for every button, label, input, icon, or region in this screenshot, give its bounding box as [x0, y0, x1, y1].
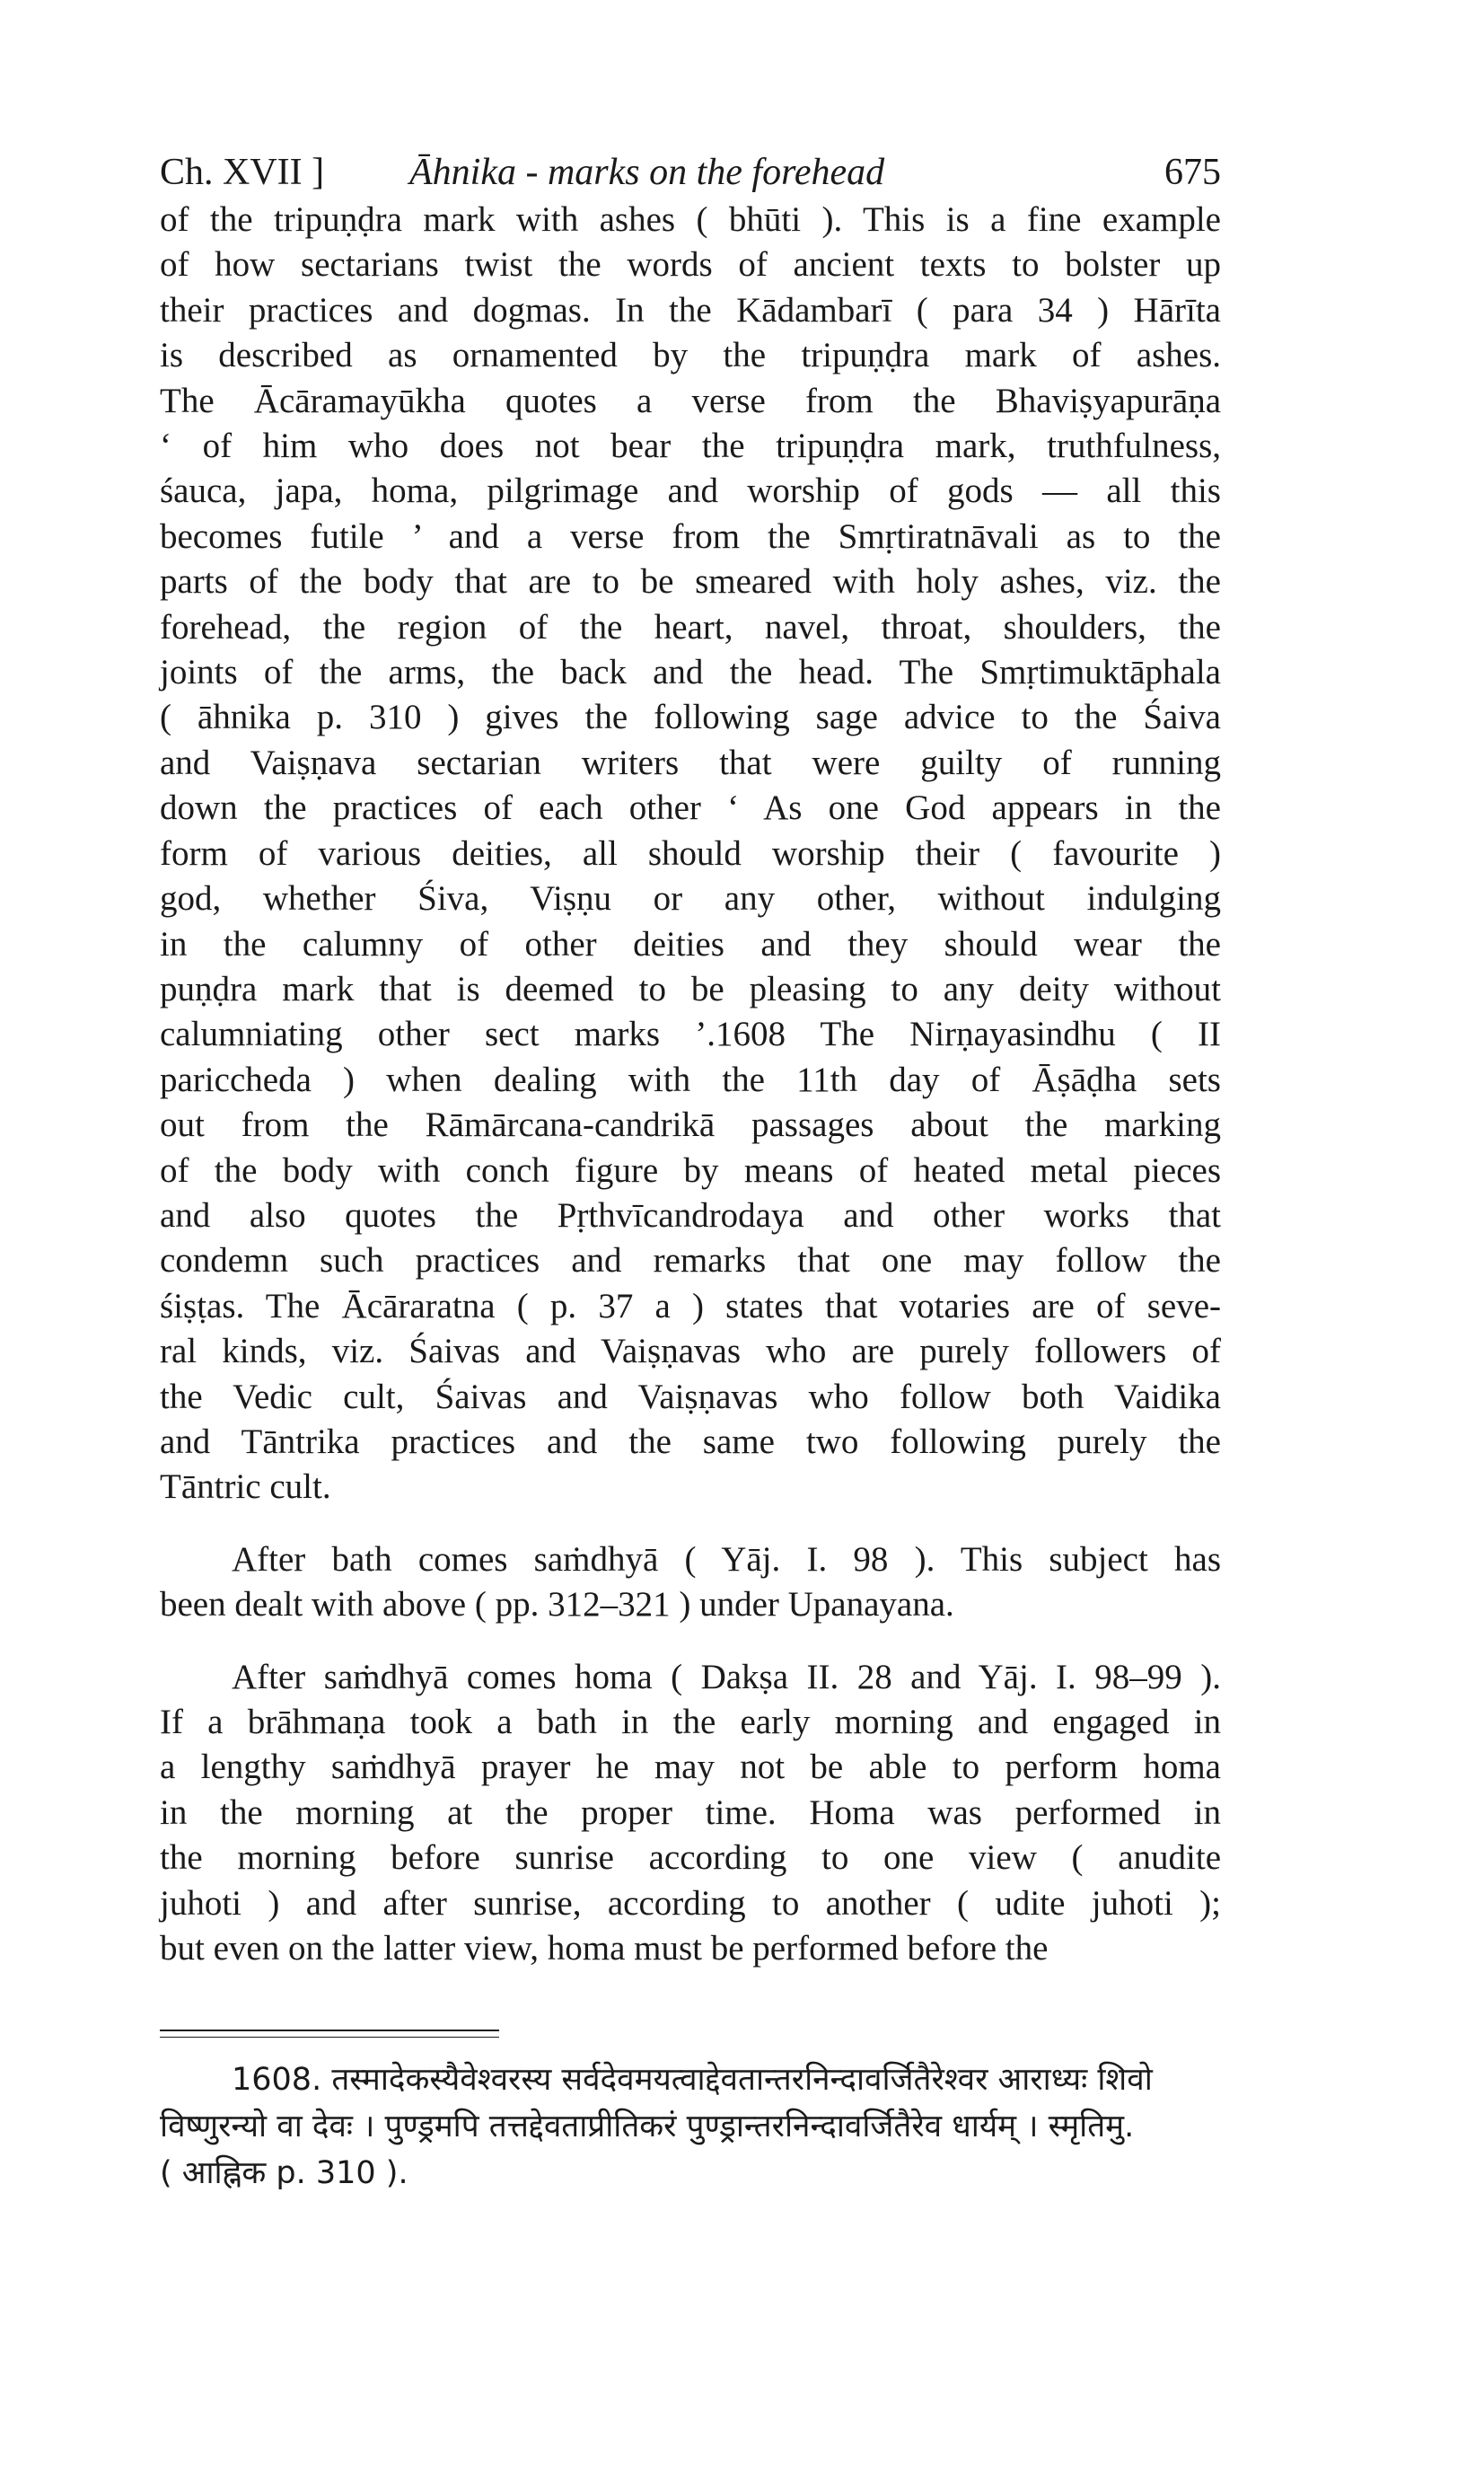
- text-line: becomes futile ’ and a verse from the Smṛtiratnāvali as to the: [160, 516, 1221, 556]
- text-line: form of various deities, all should worship their ( favourite ): [160, 833, 1221, 873]
- text-line: joints of the arms, the back and the head. The Smṛtimuktāphala: [160, 653, 1221, 692]
- text-line: pariccheda ) when dealing with the 11th day of Āṣāḍha sets: [160, 1060, 1221, 1099]
- text-line: The Ācāramayūkha quotes a verse from the Bhaviṣyapurāṇa: [160, 381, 1221, 420]
- text-line: is described as ornamented by the tripuṇḍra mark of ashes.: [160, 336, 1221, 375]
- text-line: śauca, japa, homa, pilgrimage and worship of gods — all this: [160, 471, 1221, 511]
- footnote-line: ( आह्निक p. 310 ).: [160, 2155, 408, 2191]
- text-line: parts of the body that are to be smeared with holy ashes, viz. the: [160, 562, 1221, 602]
- text-line: ‘ of him who does not bear the tripuṇḍra mark, truthfulness,: [160, 427, 1221, 466]
- running-title: Āhnika - marks on the forehead: [409, 152, 885, 193]
- paragraph-3: [160, 1655, 1221, 1972]
- text-line: puṇḍra mark that is deemed to be pleasing to any deity without: [160, 969, 1221, 1008]
- running-header: [160, 144, 1221, 198]
- text-line: and also quotes the Pṛthvīcandrodaya and other works that: [160, 1195, 1221, 1235]
- text-line: and Vaiṣṇava sectarian writers that were guilty of running: [160, 743, 1221, 782]
- text-line: of the body with conch figure by means of heated metal pieces: [160, 1150, 1221, 1190]
- text-line: ral kinds, viz. Śaivas and Vaiṣṇavas who are purely followers of: [160, 1332, 1221, 1371]
- text-line: ( āhnika p. 310 ) gives the following sage advice to the Śaiva: [160, 698, 1221, 737]
- text-line: If a brāhmaṇa took a bath in the early morning and engaged in: [160, 1703, 1221, 1741]
- text-line: After bath comes saṁdhyā ( Yāj. I. 98 ). This subject has: [232, 1539, 1221, 1579]
- chapter-label: Ch. XVII ]: [160, 152, 325, 193]
- text-line: the Vedic cult, Śaivas and Vaiṣṇavas who follow both Vaidika: [160, 1377, 1221, 1416]
- text-line: forehead, the region of the heart, navel, throat, shoulders, the: [160, 607, 1221, 647]
- footnote-rule: [160, 2030, 499, 2031]
- footnote-line: विष्णुरन्यो वा देवः । पुण्ड्रमपि तत्तद्देवताप्रीतिकरं पुण्ड्रान्तरनिन्दावर्जितैरेव धार्यम् । स्मृतिमु.: [160, 2109, 1135, 2144]
- page-number: 675: [1164, 152, 1221, 193]
- text-line: the morning before sunrise according to one view ( anudite: [160, 1838, 1221, 1878]
- footnote-rule-secondary: [160, 2037, 499, 2038]
- text-line: condemn such practices and remarks that one may follow the: [160, 1241, 1221, 1281]
- text-line: After saṁdhyā comes homa ( Dakṣa II. 28 and Yāj. I. 98–99 ).: [232, 1657, 1221, 1696]
- text-line: śiṣṭas. The Ācāraratna ( p. 37 a ) states that votaries are of seve-: [160, 1286, 1221, 1325]
- text-line: of how sectarians twist the words of ancient texts to bolster up: [160, 245, 1221, 285]
- text-line: Tāntric cult.: [160, 1467, 331, 1507]
- text-line: of the tripuṇḍra mark with ashes ( bhūti ). This is a fine example: [160, 200, 1221, 239]
- text-line: and Tāntrika practices and the same two following purely the: [160, 1422, 1221, 1461]
- text-line: calumniating other sect marks ’.1608 The Nirṇayasindhu ( II: [160, 1015, 1221, 1054]
- footnote-line: 1608. तस्मादेकस्यैवेश्वरस्य सर्वदेवमयत्वाद्देवतान्तरनिन्दावर्जितैरेश्वर आराध्यः शिवो: [232, 2062, 1153, 2098]
- text-line: in the calumny of other deities and they should wear the: [160, 924, 1221, 964]
- footnote: [160, 2056, 1221, 2197]
- text-line: been dealt with above ( pp. 312–321 ) under Upanayana.: [160, 1585, 954, 1625]
- text-line: a lengthy saṁdhyā prayer he may not be able to perform homa: [160, 1748, 1221, 1787]
- text-line: their practices and dogmas. In the Kādambarī ( para 34 ) Hārīta: [160, 290, 1221, 330]
- text-line: god, whether Śiva, Viṣṇu or any other, without indulging: [160, 879, 1221, 919]
- page: [160, 144, 1221, 1971]
- text-line: juhoti ) and after sunrise, according to another ( udite juhoti );: [160, 1883, 1221, 1923]
- text-line: down the practices of each other ‘ As one God appears in the: [160, 788, 1221, 828]
- text-line: but even on the latter view, homa must be performed before the: [160, 1929, 1049, 1968]
- paragraph-2: [160, 1537, 1221, 1628]
- text-line: out from the Rāmārcana-candrikā passages about the marking: [160, 1105, 1221, 1145]
- paragraph-1: [160, 198, 1221, 1510]
- text-line: in the morning at the proper time. Homa was performed in: [160, 1792, 1221, 1832]
